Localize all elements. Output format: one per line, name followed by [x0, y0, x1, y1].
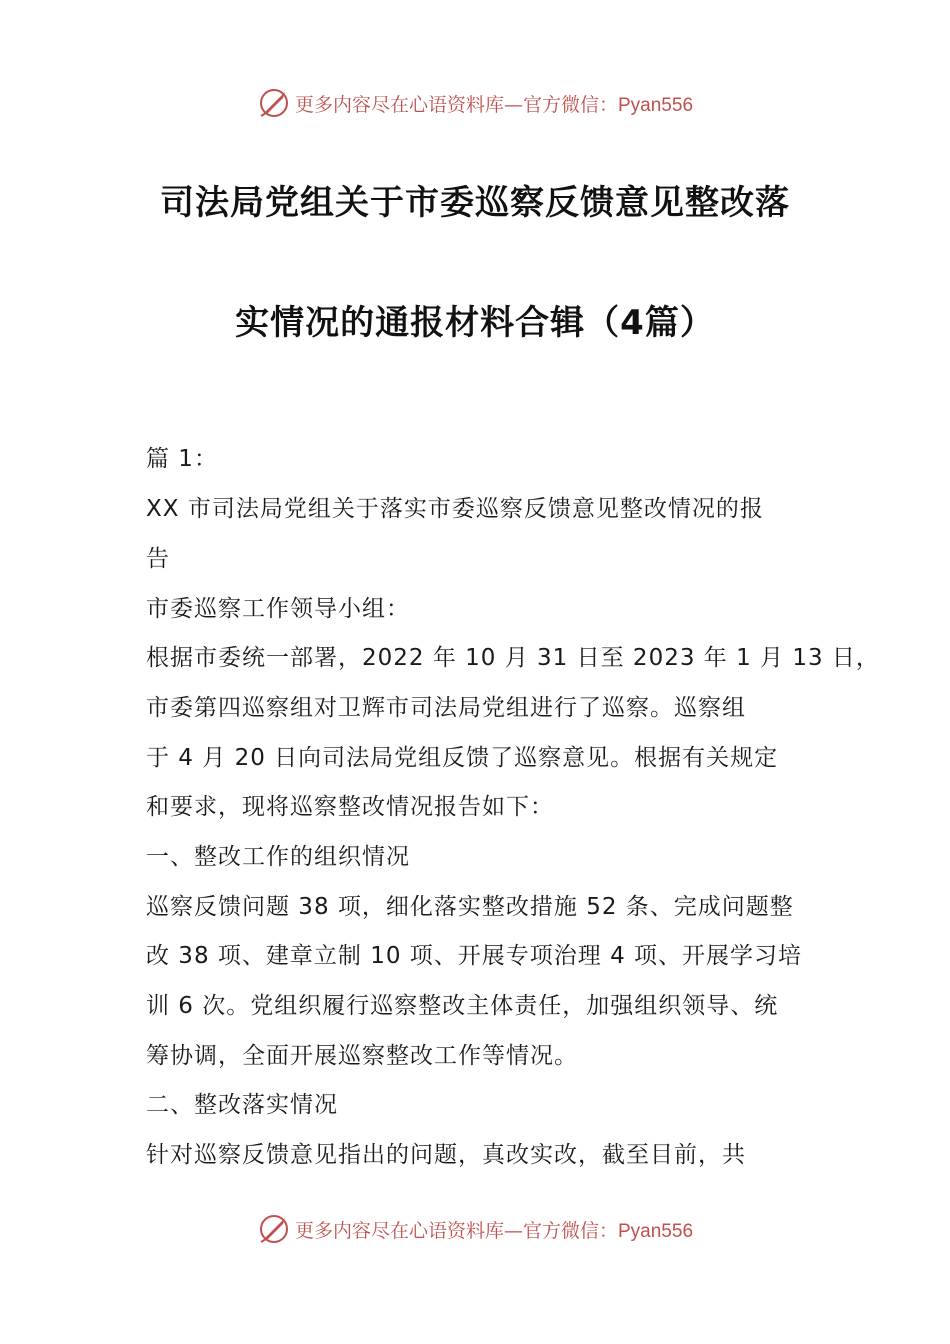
body-line: 改 38 项、建章立制 10 项、开展专项治理 4 项、开展学习培 [146, 943, 803, 969]
section-heading: 二、整改落实情况 [146, 1092, 338, 1118]
body-line: 巡察反馈问题 38 项，细化落实整改措施 52 条、完成问题整 [146, 894, 794, 920]
banner-wechat-id: Pyan556 [618, 94, 694, 116]
body-line: 筹协调，全面开展巡察整改工作等情况。 [146, 1043, 578, 1069]
body-line: 和要求，现将巡察整改情况报告如下： [146, 794, 554, 820]
banner-text: 更多内容尽在心语资料库—官方微信：Pyan556 [294, 1219, 694, 1242]
header-banner [0, 83, 950, 123]
pen-logo-icon [257, 86, 291, 120]
section-heading: 一、整改工作的组织情况 [146, 844, 410, 870]
document-title-line-2: 实情况的通报材料合辑（4篇） [235, 303, 715, 343]
banner-wechat-id: Pyan556 [618, 1220, 694, 1242]
body-line: 市委巡察工作领导小组： [146, 596, 410, 622]
body-line: 市委第四巡察组对卫辉市司法局党组进行了巡察。巡察组 [146, 695, 746, 721]
body-line: 针对巡察反馈意见指出的问题，真改实改，截至目前，共 [146, 1142, 746, 1168]
document-title-line-1: 司法局党组关于市委巡察反馈意见整改落 [160, 183, 790, 223]
banner-text: 更多内容尽在心语资料库—官方微信：Pyan556 [294, 93, 694, 116]
body-line: 训 6 次。党组织履行巡察整改主体责任，加强组织领导、统 [146, 993, 779, 1019]
body-line: 告 [146, 546, 170, 572]
body-line: XX 市司法局党组关于落实市委巡察反馈意见整改情况的报 [146, 496, 764, 522]
pen-logo-icon [257, 1212, 291, 1246]
footer-banner [0, 1209, 950, 1249]
body-line: 篇 1： [146, 446, 218, 472]
body-line: 于 4 月 20 日向司法局党组反馈了巡察意见。根据有关规定 [146, 745, 779, 771]
body-line: 根据市委统一部署，2022 年 10 月 31 日至 2023 年 1 月 13 日， [146, 645, 880, 671]
